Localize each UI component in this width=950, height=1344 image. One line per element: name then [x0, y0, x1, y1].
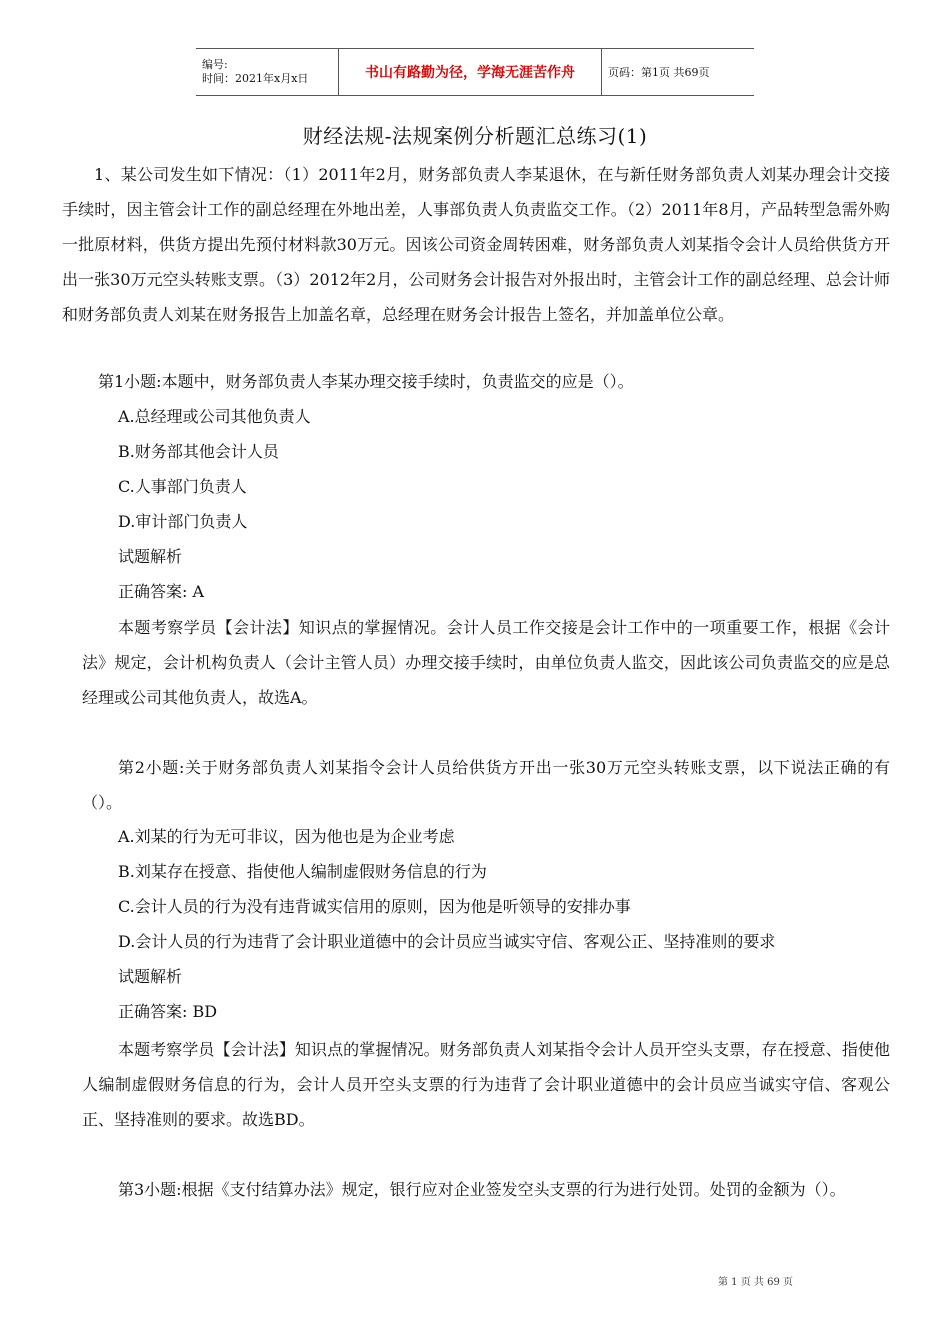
page-footer: 第 1 页 共 69 页 [718, 1277, 793, 1288]
q1-option-d: D.审计部门负责人 [118, 512, 248, 531]
q1-option-b: B.财务部其他会计人员 [118, 442, 279, 461]
q2-option-d: D.会计人员的行为违背了会计职业道德中的会计员应当诚实守信、客观公正、坚持准则的要求 [118, 932, 776, 951]
q1-explanation: 本题考察学员【会计法】知识点的掌握情况。会计人员工作交接是会计工作中的一项重要工作，根据《会计法》规定，会计机构负责人（会计主管人员）办理交接手续时，由单位负责人监交，因此该公司负责监交的应是总经理或公司其他负责人，故选A。 [82, 618, 890, 707]
q2-option-c: C.会计人员的行为没有违背诚实信用的原则，因为他是听领导的安排办事 [118, 897, 631, 916]
header-motto: 书山有路勤为径，学海无涯苦作舟 [339, 49, 602, 96]
q2-analysis-label: 试题解析 [118, 967, 183, 986]
header-meta [196, 49, 339, 96]
header-page-info: 页码：第1页 共69页 [608, 66, 710, 79]
number-label: 编号: [202, 58, 228, 71]
page-header [196, 48, 754, 96]
q1-option-a: A.总经理或公司其他负责人 [118, 407, 311, 426]
q2-question: 第2小题:关于财务部负责人刘某指令会计人员给供货方开出一张30万元空头转账支票，以下说法正确的有（）。 [82, 758, 890, 812]
document-title: 财经法规-法规案例分析题汇总练习(1) [302, 124, 648, 148]
q1-option-c: C.人事部门负责人 [118, 477, 247, 496]
q1-analysis-label: 试题解析 [118, 547, 183, 566]
q2-explanation: 本题考察学员【会计法】知识点的掌握情况。财务部负责人刘某指令会计人员开空头支票，存在授意、指使他人编制虚假财务信息的行为，会计人员开空头支票的行为违背了会计职业道德中的会计员应当诚实守信、客观公正、坚持准则的要求。故选BD。 [82, 1040, 890, 1129]
q3-question: 第3小题:根据《支付结算办法》规定，银行应对企业签发空头支票的行为进行处罚。处罚的金额为（）。 [118, 1180, 846, 1199]
q2-option-a: A.刘某的行为无可非议，因为他也是为企业考虑 [118, 827, 455, 846]
q1-answer: 正确答案: A [118, 582, 205, 601]
q2-answer: 正确答案: BD [118, 1002, 218, 1021]
q1-question: 第1小题:本题中，财务部负责人李某办理交接手续时，负责监交的应是（）。 [98, 372, 634, 391]
time-label: 时间：2021年x月x日 [202, 72, 309, 85]
case-description: 1、某公司发生如下情况：（1）2011年2月，财务部负责人李某退休，在与新任财务部负责人刘某办理会计交接手续时，因主管会计工作的副总经理在外地出差，人事部负责人负责监交工作。（2）2011年8月，产品转型急需外购一批原材料，供货方提出先预付材料款30万元。因该公司资金周转困难，财务部负责人刘某指令会计人员给供货方开出一张30万元空头转账支票。（3）2012年2月，公司财务会计报告对外报出时，主管会计工作的副总经理、总会计师和财务部负责人刘某在财务报告上加盖名章，总经理在财务会计报告上签名，并加盖单位公章。 [62, 165, 890, 324]
q2-option-b: B.刘某存在授意、指使他人编制虚假财务信息的行为 [118, 862, 487, 881]
